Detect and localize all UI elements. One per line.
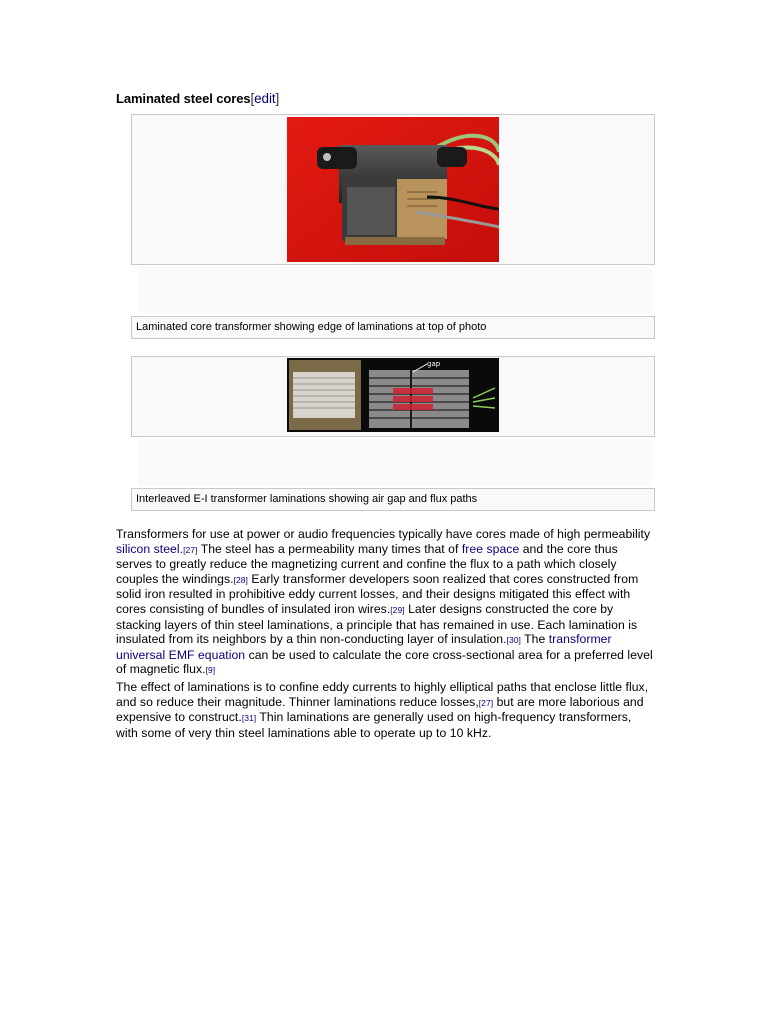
body-paragraph-2	[116, 680, 656, 740]
p1-text-7: can be used to calculate the core cross-sectional area for a preferred level of magnetic flux.	[116, 647, 653, 677]
gap-label: gap	[427, 360, 441, 368]
figure-1-spacer	[138, 267, 652, 314]
p1-text-2: The steel has a permeability many times that of	[197, 541, 462, 556]
p1-text-1: Transformers for use at power or audio frequencies typically have cores made of high permeability	[116, 527, 651, 541]
figure-1-caption: Laminated core transformer showing edge of laminations at top of photo	[131, 316, 655, 339]
body-paragraph-1	[116, 527, 656, 678]
laminations-photo[interactable]	[287, 358, 499, 432]
edit-bracket-open: [	[250, 91, 255, 106]
p2-text-3: Thin laminations are generally used on high-frequency transformers, with some of very thin steel laminations able to operate up to 10 kHz.	[116, 710, 632, 740]
figure-2-caption: Interleaved E-I transformer laminations showing air gap and flux paths	[131, 488, 655, 511]
ref-27b[interactable]: [27]	[478, 697, 494, 708]
p2-text-1: The effect of laminations is to confine eddy currents to highly elliptical paths that enclose little flux, and so reduce their magnitude. Thinner laminations reduce losses,	[116, 680, 649, 709]
ref-9[interactable]: [9]	[205, 665, 216, 676]
p2-text-2: but are more laborious and expensive to construct.	[116, 694, 644, 725]
section-heading	[116, 91, 279, 106]
ref-28[interactable]: [28]	[233, 574, 248, 585]
edit-link[interactable]: edit	[254, 91, 276, 106]
ref-27[interactable]: [27]	[183, 544, 198, 555]
section-title: Laminated steel cores	[116, 91, 251, 106]
edit-bracket-close: ]	[275, 91, 280, 106]
transformer-photo[interactable]	[287, 117, 499, 262]
p1-text-4: Early transformer developers soon realized that cores constructed from solid iron resulted in prohibitive eddy current losses, and their designs mitigated this effect with cores consisting of bundles of insulated iron wires.	[116, 571, 639, 616]
link-silicon-steel[interactable]: silicon steel.	[116, 541, 184, 556]
link-emf-equation[interactable]: transformer universal EMF equation	[116, 632, 612, 662]
figure-2-spacer	[138, 439, 652, 486]
link-free-space[interactable]: free space	[461, 541, 520, 556]
transformer-photo-icon	[287, 117, 499, 262]
ref-29[interactable]: [29]	[390, 604, 405, 615]
laminations-photo-icon	[287, 358, 499, 432]
p1-text-6: The	[520, 632, 549, 647]
p1-text-3: and the core thus serves to greatly reduce the magnetizing current and confine the flux to a path which closely couples the windings.	[116, 541, 618, 586]
p1-text-5: Later designs constructed the core by stacking layers of thin steel laminations, a principle that has remained in use. Each lamination is insulated from its neighbors by a thin non-conducting layer of insulation.	[116, 601, 638, 647]
ref-31[interactable]: [31]	[241, 713, 257, 724]
ref-30[interactable]: [30]	[506, 635, 521, 646]
